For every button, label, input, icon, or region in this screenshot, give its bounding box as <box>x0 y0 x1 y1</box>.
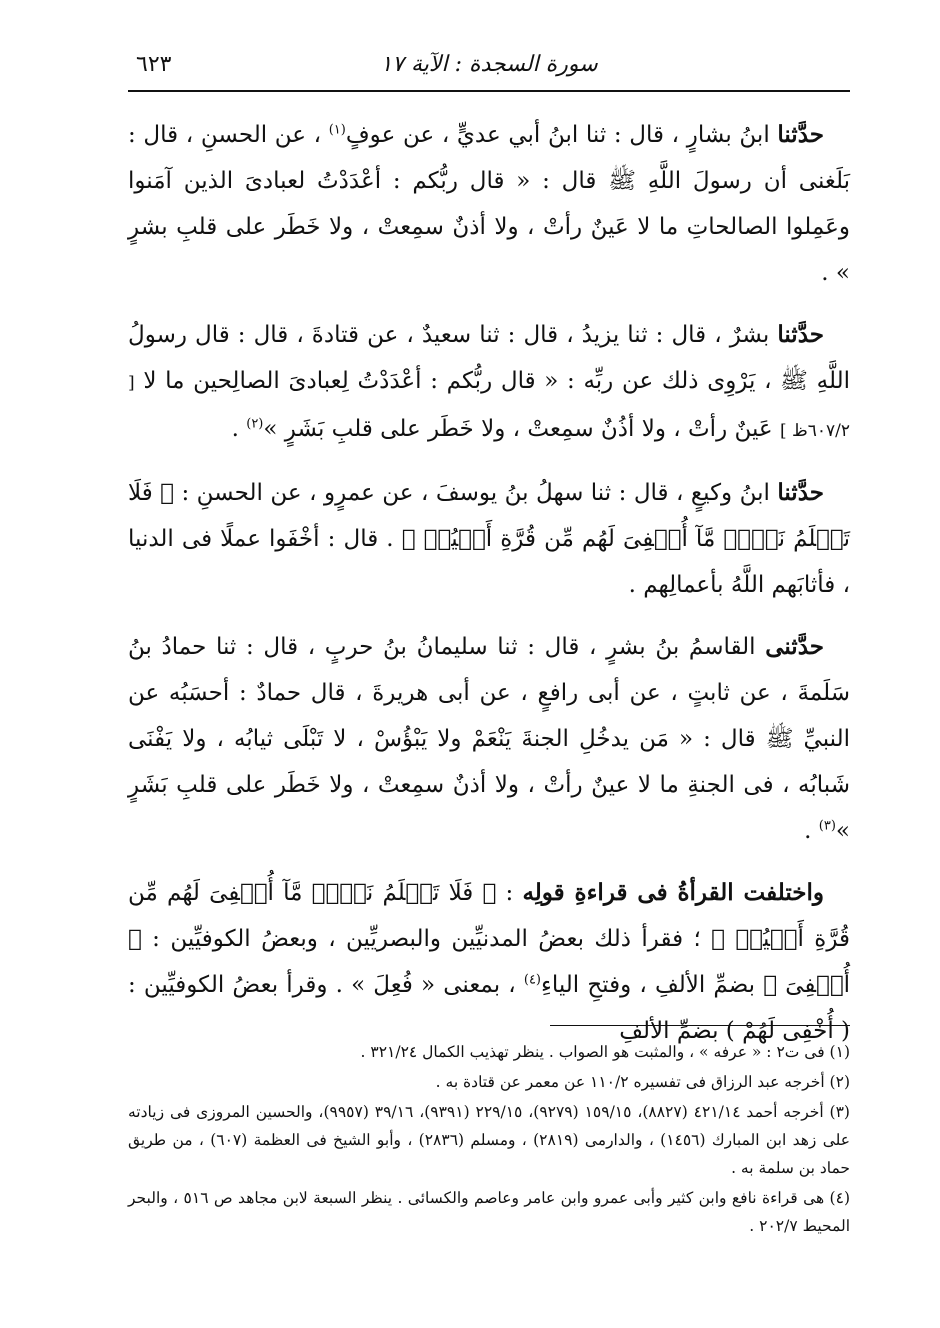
narration-lead: حدَّثنا <box>777 479 824 506</box>
paragraph-1 <box>128 112 850 296</box>
footnote-ref-1[interactable]: (١) <box>328 122 346 138</box>
paragraph-text: ، عن الحسنِ ، قال : بَلَغنى أن رسولَ اللَّهِ ﷺ قال : « قال ربُّكم : أعْدَدْتُ لعبادىَ الذين آمَنوا وعَمِلوا الصالحاتِ ما لا عَينٌ رأتْ ، ولا أذنٌ سمِعتْ ، ولا خَطَر على قلبِ بشرٍ » . <box>128 122 850 286</box>
footnote-3: (٣) أخرجه أحمد ٤٢١/١٤ (٨٨٢٧)، ١٥٩/١٥ (٩٢٧٩)، ٢٢٩/١٥ (٩٣٩١)، ٣٩/١٦ (٩٩٥٧)، والحسين المروزى فى زيادته على زهد ابن المبارك (١٤٥٦) ، والدارمى (٢٨١٩) ، ومسلم (٢٨٣٦) ، وأبو الشيخ فى العظمة (٦٠٧) ، من طريق حماد بن سلمة به . <box>128 1103 851 1177</box>
narration-lead: حدَّثنى <box>765 633 824 660</box>
paragraph-text: ، بمعنى « فُعِلَ » . وقرأ بعضُ الكوفيِّين : ( أُخْفِى لَهُمْ ) بضمِّ الألفِ <box>128 972 850 1044</box>
paragraph-2 <box>128 312 850 454</box>
paragraph-text: . <box>231 416 247 442</box>
paragraph-text: ابنُ وكيعٍ ، قال : ثنا سهلُ بنُ يوسفَ ، عن عمرٍو ، عن الحسنِ : ﴿ فَلَا تَعۡلَمُ نَفۡسٞ مَّآ أُخۡفِىَ لَهُم مِّن قُرَّةِ أَعۡيُنٖ ﴾ . قال : أخْفَوا عملًا فى الدنيا ، فأثابَهم اللَّهُ بأعمالِهم . <box>128 480 850 598</box>
narration-lead: حدَّثنا <box>777 321 824 348</box>
narration-lead: حدَّثنا <box>777 121 824 148</box>
paragraph-5 <box>128 870 850 1054</box>
footnote-1: (١) فى ت٢ : « عرفه » ، والمثبت هو الصواب . ينظر تهذيب الكمال ٣٢١/٢٤ . <box>360 1043 850 1061</box>
paragraph-text: عَينٌ رأتْ ، ولا أذُنٌ سمِعتْ ، ولا خَطَر على قلبِ بَشَرٍ » <box>263 416 780 442</box>
manuscript-folio-ref: [ ٦٠٧/٢ظ ] <box>128 373 850 441</box>
paragraph-text: القاسمُ بنُ بشرٍ ، قال : ثنا سليمانُ بنُ حربٍ ، قال : ثنا حمادُ بنُ سَلَمةَ ، عن ثابتٍ ، عن أبى رافعٍ ، عن أبى هريرةَ ، قال حمادٌ : أحسَبُه عن النبيِّ ﷺ قال : « مَن يدخُلِ الجنةَ يَنْعَمْ ولا يَبْؤُسْ ، لا تَبْلَى ثيابُه ، ولا يَفْنَى شَبابُه ، فى الجنةِ ما لا عينٌ رأتْ ، ولا أذنٌ سمِعتْ ، ولا خَطَر على قلبِ بَشَرٍ » <box>128 634 850 844</box>
paragraph-text: ابنُ بشارٍ ، قال : ثنا ابنُ أبي عديٍّ ، عن عوفٍ <box>345 122 778 148</box>
footnote-2: (٢) أخرجه عبد الرزاق فى تفسيره ١١٠/٢ عن معمر عن قتادة به . <box>435 1073 850 1091</box>
page-header <box>128 40 850 92</box>
paragraph-4 <box>128 624 850 854</box>
footnote-4: (٤) هى قراءة نافع وابن كثير وأبى عمرو وابن عامر وعاصم والكسائى . ينظر السبعة لابن مجاهد ص ٥١٦ ، والبحر المحيط ٢٠٢/٧ . <box>128 1189 850 1235</box>
running-title: سورة السجدة : الآية ١٧ <box>380 52 598 77</box>
footnotes <box>128 1038 850 1242</box>
footnote-ref-3[interactable]: (٣) <box>818 818 836 834</box>
narration-lead: واختلفت القرأةُ فى قراءةِ قولِه <box>522 879 824 906</box>
main-text <box>128 112 850 1070</box>
page-number: ٦٢٣ <box>136 52 172 77</box>
footnote-ref-4[interactable]: (٤) <box>523 972 541 988</box>
paragraph-text: : ﴿ فَلَا تَعۡلَمُ نَفۡسٞ مَّآ أُخۡفِىَ لَهُم مِّن قُرَّةِ أَعۡيُنٖ ﴾ ؛ فقرأ ذلك بعضُ المدنيِّين والبصريِّين ، وبعضُ الكوفيِّين : ﴿ أُخۡفِىَ ﴾ بضمِّ الألفِ ، وفتحِ الياءِ <box>128 880 851 998</box>
paragraph-3 <box>128 470 850 608</box>
footnote-separator <box>550 1025 850 1026</box>
paragraph-text: بشرٌ ، قال : ثنا يزيدُ ، قال : ثنا سعيدٌ ، عن قتادةَ ، قال : قال رسولُ اللَّهِ ﷺ ، يَرْوِى ذلك عن ربِّه : « قال ربُّكم : أعْدَدْتُ لِعبادىَ الصالِحين ما لا <box>128 322 850 394</box>
paragraph-text: . <box>804 818 819 844</box>
footnote-ref-2[interactable]: (٢) <box>246 416 264 432</box>
